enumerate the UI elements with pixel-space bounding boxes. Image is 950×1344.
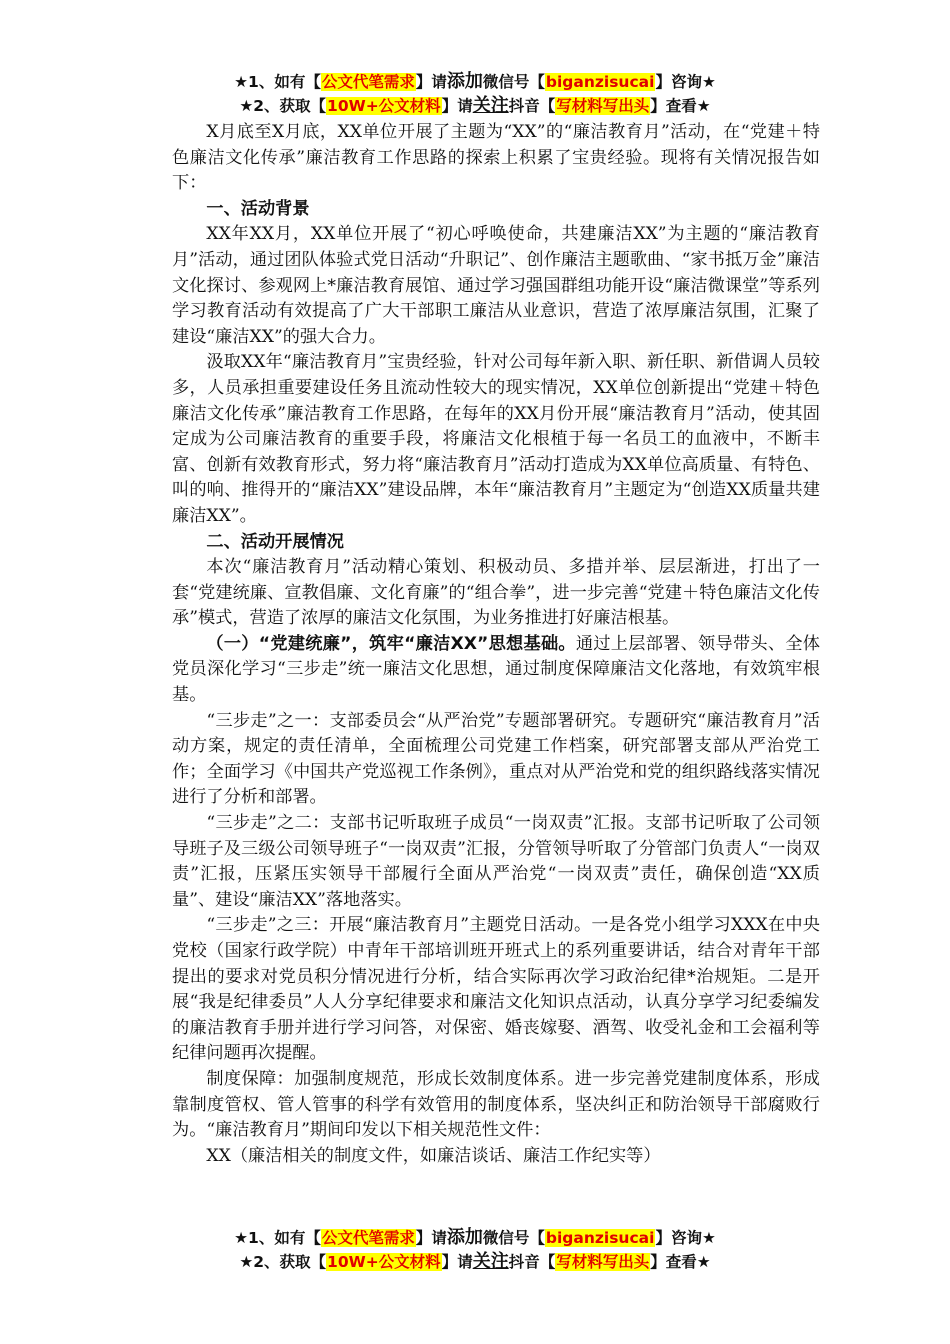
highlight-service: 公文代笔需求 [321, 1229, 415, 1247]
paragraph-step-three: “三步走”之三：开展“廉洁教育月”主题党日活动。一是各党小组学习XXX在中央党校（国家行政学院）中青年干部培训班开班式上的系列重要讲话，结合对青年干部提出的要求对党员积分情况进行分析，结合实际再次学习政治纪律*治规矩。二是开展“我是纪律委员”人人分享纪律要求和廉洁文化知识点活动，认真分享学习纪委编发的廉洁教育手册并进行学习问答，对保密、婚丧嫁娶、酒驾、收受礼金和工会福利等纪律问题再次提醒。 [172, 915, 820, 1064]
highlight-service: 公文代笔需求 [321, 73, 415, 91]
top-banner [0, 70, 950, 118]
highlight-materials: 10W+公文材料 [327, 97, 441, 115]
intro-paragraph: X月底至X月底，XX单位开展了主题为“XX”的“廉洁教育月”活动，在“党建＋特色廉洁文化传承”廉洁教育工作思路的探索上积累了宝贵经验。现将有关情况报告如下： [172, 122, 820, 194]
banner-text: 抖音【 [508, 1253, 556, 1271]
highlight-wechat-id: biganzisucai [545, 1229, 655, 1247]
section-heading-background: 一、活动背景 [206, 198, 310, 219]
banner-text: ★1、如有【 [234, 1229, 321, 1247]
banner-text: 】请 [415, 1229, 447, 1247]
subsection-lead: （一）“党建统廉”，筑牢“廉洁XX”思想基础。 [206, 633, 576, 654]
banner-emphasis: 添加 [446, 71, 483, 92]
banner-text: ★2、获取【 [239, 1253, 327, 1271]
paragraph-party-building [172, 632, 820, 709]
banner-line-1 [0, 70, 950, 94]
bottom-banner [0, 1226, 950, 1274]
banner-text: 微信号【 [482, 73, 545, 91]
banner-emphasis: 添加 [446, 1227, 483, 1248]
banner-text: 】查看★ [650, 1253, 711, 1271]
banner-emphasis: 关注 [472, 95, 509, 116]
banner-line-2 [0, 1250, 950, 1274]
banner-text: 】请 [441, 1253, 473, 1271]
banner-text: 】查看★ [650, 97, 711, 115]
section-heading-activities: 二、活动开展情况 [206, 531, 344, 552]
banner-line-2 [0, 94, 950, 118]
banner-text: 】请 [415, 73, 447, 91]
subsection-text: 通过上层部署、领导带头、全体党员深化学习“三步走”统一廉洁文化思想，通过制度保障廉洁文化落地，有效筑牢根基。 [172, 633, 820, 706]
document-body [172, 120, 820, 1169]
paragraph-system-guarantee: 制度保障：加强制度规范，形成长效制度体系。进一步完善党建制度体系，形成靠制度管权、管人管事的科学有效管用的制度体系，坚决纠正和防治领导干部腐败行为。“廉洁教育月”期间印发以下相关规范性文件： [172, 1068, 820, 1141]
banner-text: 】请 [441, 97, 473, 115]
paragraph-background-2: 汲取XX年“廉洁教育月”宝贵经验，针对公司每年新入职、新任职、新借调人员较多，人员承担重要建设任务且流动性较大的现实情况，XX单位创新提出“党建＋特色廉洁文化传承”廉洁教育工作思路，在每年的XX月份开展“廉洁教育月”活动，使其固定成为公司廉洁教育的重要手段，将廉洁文化根植于每一名员工的血液中，不断丰富、创新有效教育形式，努力将“廉洁教育月”活动打造成为XX单位高质量、有特色、叫的响、推得开的“廉洁XX”建设品牌，本年“廉洁教育月”主题定为“创造XX质量共建廉洁XX”。 [172, 352, 820, 526]
banner-line-1 [0, 1226, 950, 1250]
highlight-wechat-id: biganzisucai [545, 73, 655, 91]
banner-text: ★2、获取【 [239, 97, 327, 115]
banner-text: 】咨询★ [655, 1229, 716, 1247]
paragraph-step-two: “三步走”之二：支部书记听取班子成员“一岗双责”汇报。支部书记听取了公司领导班子及三级公司领导班子“一岗双责”汇报，分管领导听取了分管部门负责人“一岗双责”汇报，压紧压实领导干部履行全面从严治党“一岗双责”责任，确保创造“XX质量”、建设“廉洁XX”落地落实。 [172, 813, 820, 910]
banner-text: ★1、如有【 [234, 73, 321, 91]
paragraph-step-one: “三步走”之一：支部委员会“从严治党”专题部署研究。专题研究“廉洁教育月”活动方案，规定的责任清单，全面梳理公司党建工作档案，研究部署支部从严治党工作；全面学习《中国共产党巡视工作条例》，重点对从严治党和党的组织路线落实情况进行了分析和部署。 [172, 710, 820, 808]
banner-emphasis: 关注 [472, 1251, 509, 1272]
banner-text: 】咨询★ [655, 73, 716, 91]
paragraph-background-1: XX年XX月，XX单位开展了“初心呼唤使命，共建廉洁XX”为主题的“廉洁教育月”活动，通过团队体验式党日活动“升职记”、创作廉洁主题歌曲、“家书抵万金”廉洁文化探讨、参观网上*廉洁教育展馆、通过学习强国群组功能开设“廉洁微课堂”等系列学习教育活动有效提高了广大干部职工廉洁从业意识，营造了浓厚廉洁氛围，汇聚了建设“廉洁XX”的强大合力。 [172, 224, 820, 347]
highlight-materials: 10W+公文材料 [327, 1253, 441, 1271]
banner-text: 抖音【 [508, 97, 556, 115]
paragraph-documents-list: XX（廉洁相关的制度文件，如廉洁谈话、廉洁工作纪实等） [206, 1145, 661, 1166]
paragraph-activities-overview: 本次“廉洁教育月”活动精心策划、积极动员、多措并举、层层渐进，打出了一套“党建统廉、宣教倡廉、文化育廉”的“组合拳”，进一步完善“党建＋特色廉洁文化传承”模式，营造了浓厚的廉洁文化氛围，为业务推进打好廉洁根基。 [172, 557, 820, 629]
banner-text: 微信号【 [482, 1229, 545, 1247]
highlight-douyin-account: 写材料写出头 [556, 1253, 650, 1271]
highlight-douyin-account: 写材料写出头 [556, 97, 650, 115]
